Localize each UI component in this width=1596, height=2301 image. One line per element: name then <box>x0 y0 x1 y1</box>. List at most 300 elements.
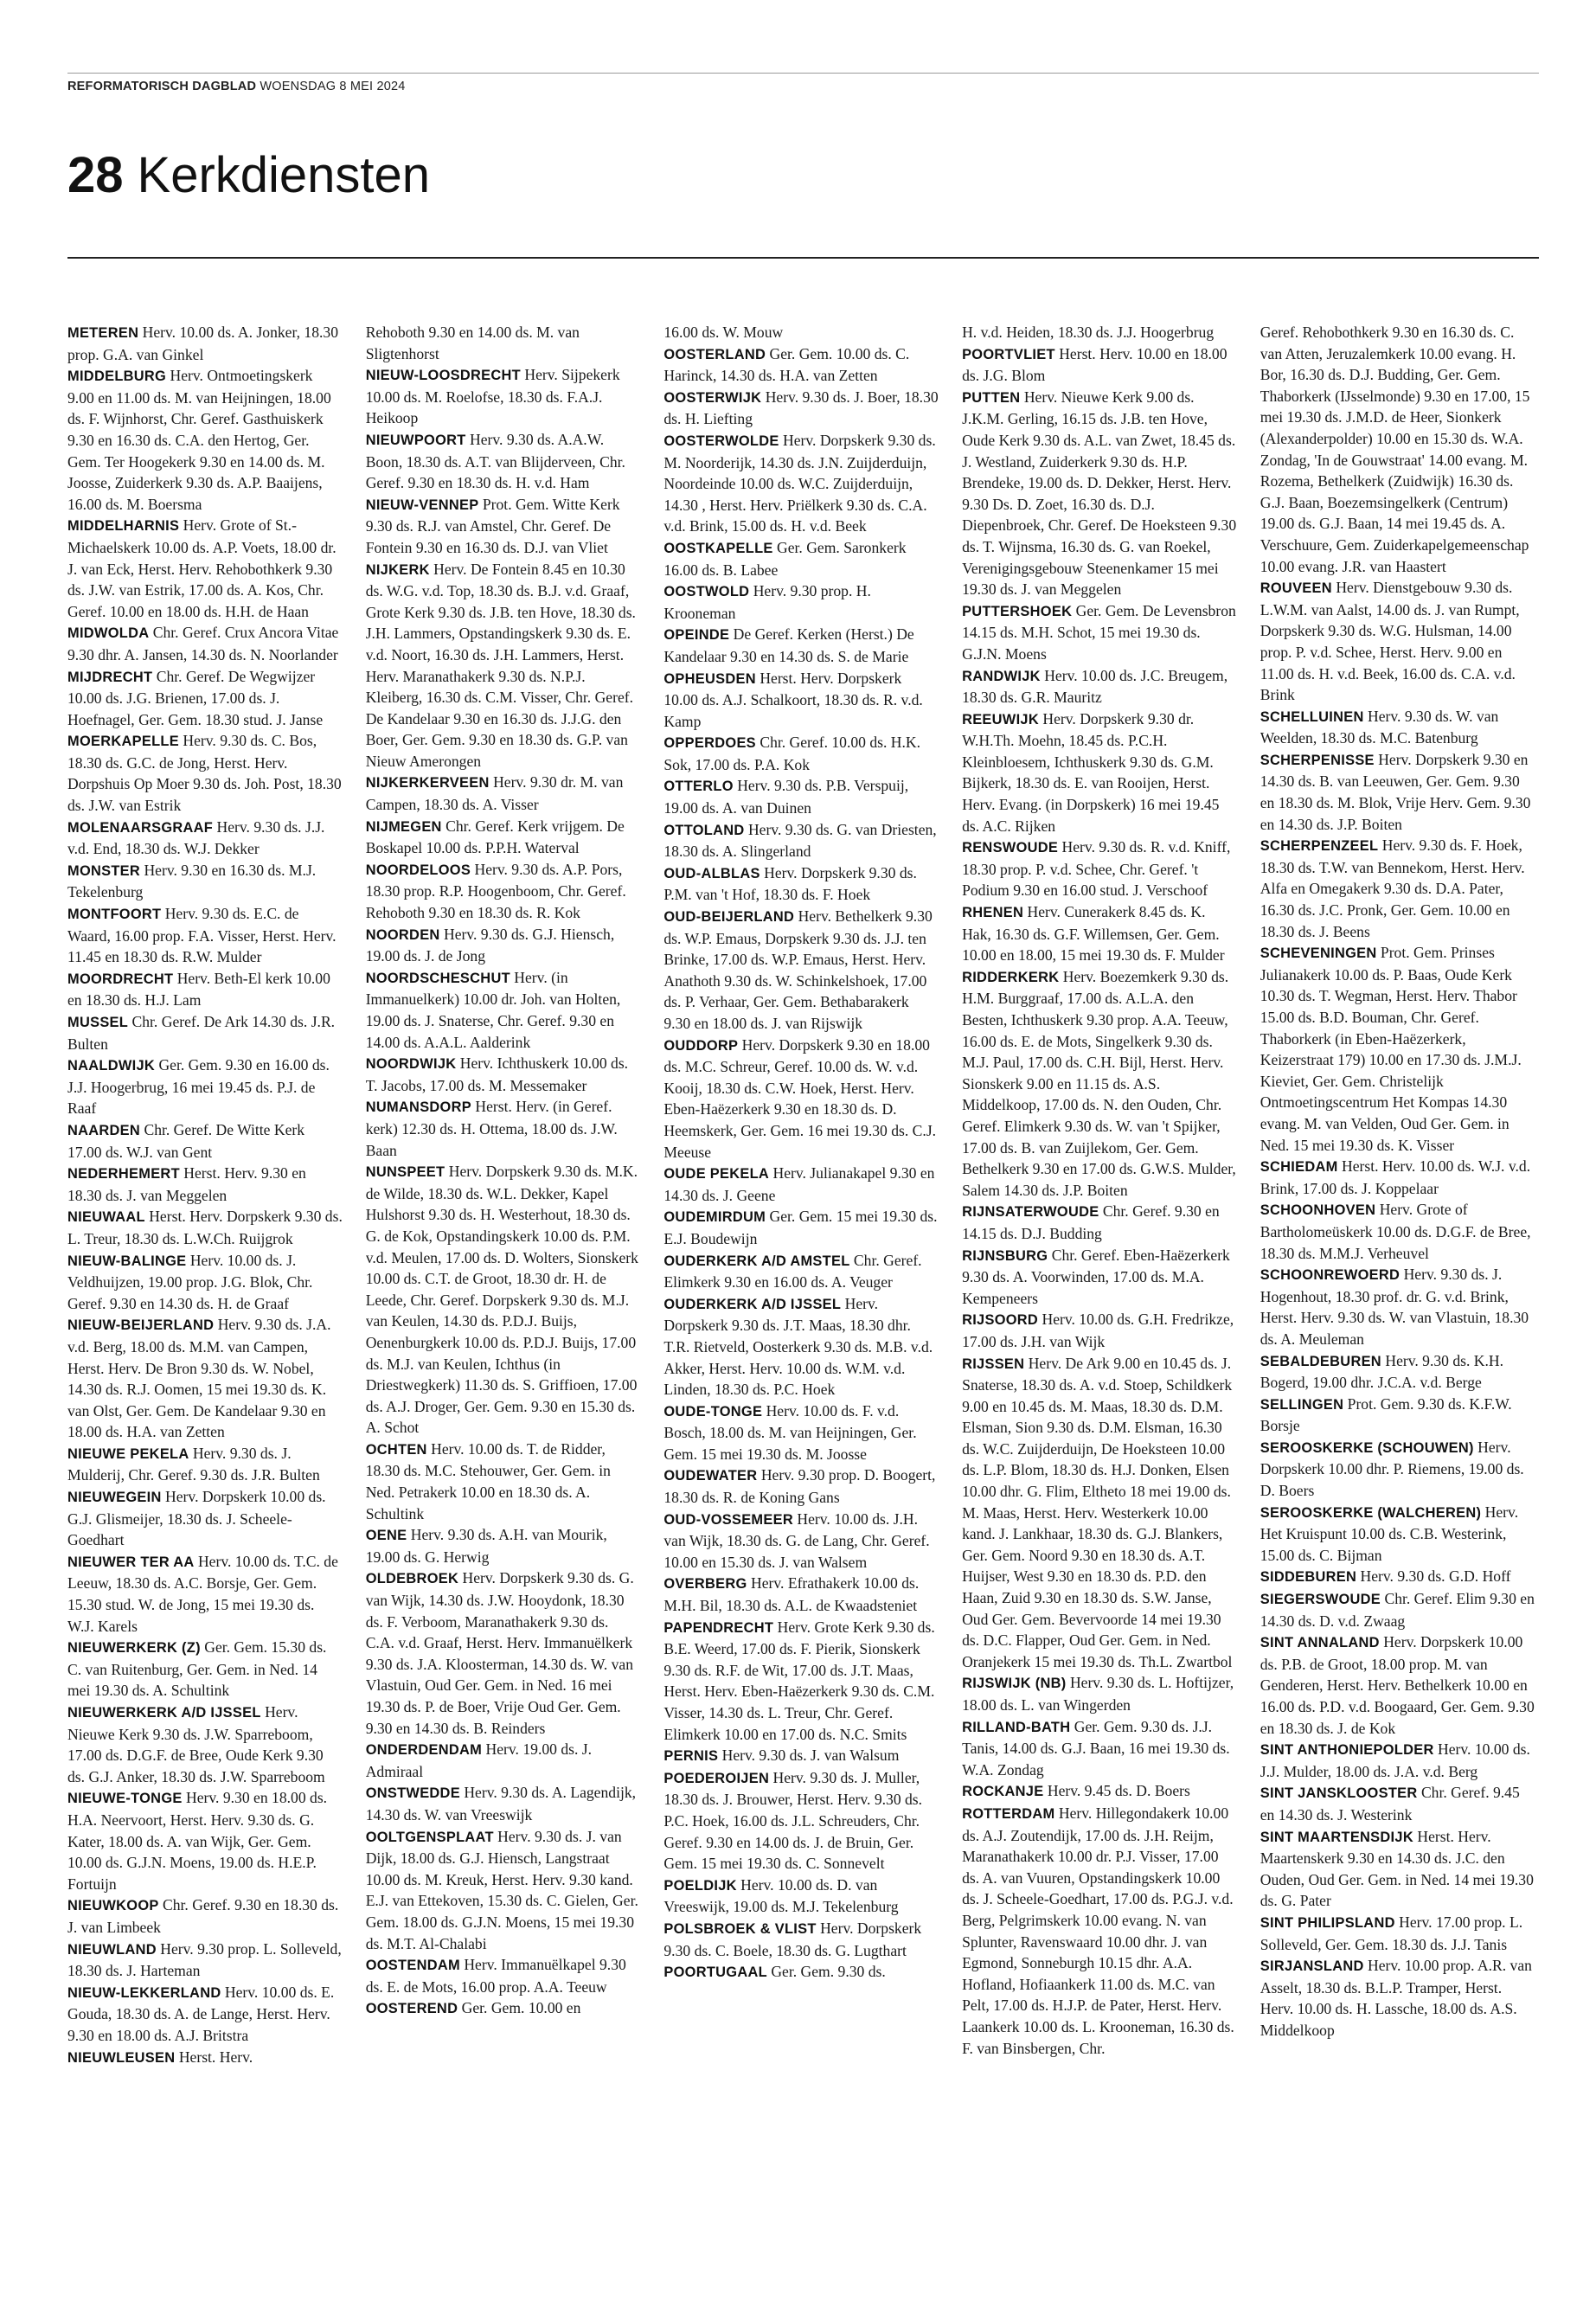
place-name: NUNSPEET <box>365 1164 445 1181</box>
service-details: Ger. Gem. 9.30 ds. <box>771 1963 886 1981</box>
place-name: NOORDEN <box>365 926 440 943</box>
service-entry <box>962 343 1237 387</box>
place-name: SINT PHILIPSLAND <box>1259 1914 1395 1931</box>
service-entry <box>366 1161 641 1439</box>
service-details: Herv. Beth-El kerk 10.00 en 18.30 ds. H.J. Lam <box>67 969 330 1009</box>
service-entry <box>663 862 939 906</box>
service-details: Herv. Dorpskerk 9.30 ds. M. Noorderijk, 14.30 ds. J.N. Zuijderduijn, Noordeinde 10.00 ds. W.C. Zuijderduijn, 14.30 , Herst. Herv. Priëlkerk 9.30 ds. C.A. v.d. Brink, 15.00 ds. H. v.d. Beek <box>663 431 936 535</box>
page-heading <box>67 145 430 206</box>
service-details: Herv. 10.00 ds. D. van Vreeswijk, 19.00 ds. M.J. Tekelenburg <box>663 1875 899 1916</box>
place-name: RIJSSEN <box>962 1356 1025 1372</box>
service-entry <box>67 1982 343 2047</box>
place-name: NIEUWERKERK A/D IJSSEL <box>67 1705 261 1721</box>
service-entry <box>663 537 939 580</box>
place-name: MOLENAARSGRAAF <box>67 819 214 836</box>
masthead-date: WOENSDAG 8 MEI 2024 <box>260 80 406 93</box>
service-entry <box>67 1011 343 1054</box>
service-entry <box>962 665 1237 708</box>
service-details: Herv. Dienstgebouw 9.30 ds. L.W.M. van Aalst, 14.00 ds. J. van Rumpt, Dorpskerk 9.30 ds. W.G. Hulsman, 14.00 prop. P. v.d. Schee, Herst. Herv. 9.00 en 11.00 ds. H. v.d. Beek, 16.00 ds. C.A. v.d. Brink <box>1259 579 1520 704</box>
place-name: POEDEROIJEN <box>663 1770 770 1786</box>
service-details: Herv. 9.30 ds. F. Hoek, 18.30 ds. T.W. van Bennekom, Herst. Herv. Alfa en Omegakerk 9.30 ds. D.A. Pater, 16.30 ds. J.C. Pronk, Ger. Gem. 10.00 en 18.30 ds. J. Beens <box>1259 836 1525 940</box>
service-details: Chr. Geref. Eben-Haëzerkerk 9.30 ds. A. Voorwinden, 17.00 ds. M.A. Kempeneers <box>962 1246 1230 1307</box>
place-name: POORTUGAAL <box>663 1965 767 1981</box>
service-details: Herv. 9.30 prop. L. Solleveld, 18.30 ds. J. Harteman <box>67 1939 342 1980</box>
place-name: POORTVLIET <box>962 346 1055 362</box>
place-name: SCHERPENISSE <box>1259 752 1375 768</box>
place-name: NIJMEGEN <box>365 818 442 835</box>
service-entry <box>67 1637 343 1702</box>
service-details: Ger. Gem. 9.30 en 16.00 ds. J.J. Hoogerbrug, 16 mei 19.45 ds. P.J. de Raaf <box>67 1056 330 1118</box>
service-entry <box>67 1551 343 1637</box>
place-name: SCHERPENZEEL <box>1259 838 1379 855</box>
place-name: POLSBROEK & VLIST <box>663 1920 817 1937</box>
service-details: Herv. Boezemkerk 9.30 ds. H.M. Burggraaf, 17.00 ds. A.L.A. den Besten, Ichthuskerk 9.30 prop. A.A. Teeuw, 16.00 ds. E. de Mots, Singelkerk 9.30 ds. M.J. Paul, 17.00 ds. C.H. Bijl, Herst. Herv. Sionskerk 9.00 en 11.15 ds. A.S. Middelkoop, 17.00 ds. N. den Ouden, Chr. Geref. Elimkerk 9.30 ds. W. van 't Spijker, 17.00 ds. B. van Zuijlekom, Ger. Gem. Bethelkerk 9.30 en 17.00 ds. G.W.S. Mulder, Salem 14.30 ds. J.P. Boiten <box>962 967 1236 1199</box>
place-name: SCHOONREWOERD <box>1259 1267 1401 1284</box>
service-entry <box>663 580 939 624</box>
place-name: NAARDEN <box>67 1122 141 1138</box>
service-details: Herv. Sijpekerk 10.00 ds. M. Roelofse, 18.30 ds. F.A.J. Heikoop <box>365 366 620 427</box>
service-details: Herv. 10.00 ds. J. Veldhuijzen, 19.00 prop. J.G. Blok, Chr. Geref. 9.30 en 14.30 ds. H. de Graaf <box>67 1251 313 1312</box>
service-details: Herv. 9.30 ds. J. Hogenhout, 18.30 prof. dr. G. v.d. Brink, Herst. Herv. 9.30 ds. W. van Vlastuin, 18.30 ds. A. Meuleman <box>1259 1266 1529 1348</box>
service-entry <box>1260 942 1535 1156</box>
place-name: NOORDSCHESCHUT <box>365 970 510 986</box>
service-entry <box>366 772 641 815</box>
service-entry <box>67 1443 343 1486</box>
service-details: Herv. 10.00 ds. J.J. Mulder, 18.00 ds. J.A. v.d. Berg <box>1259 1740 1530 1780</box>
place-name: NIEUW-LEKKERLAND <box>67 1984 221 2001</box>
place-name: SINT ANNALAND <box>1259 1635 1380 1651</box>
service-entry <box>366 1739 641 1782</box>
service-details: Herv. 9.30 ds. J.A. v.d. Berg, 18.00 ds. M.M. van Campen, Herst. Herv. De Bron 9.30 ds. W. Nobel, 14.30 ds. R.J. Oomen, 15 mei 19.30 ds. K. van Olst, Ger. Gem. De Kandelaar 9.30 en 18.00 ds. H.A. van Zetten <box>67 1316 331 1441</box>
place-name: OUDERKERK A/D AMSTEL <box>663 1253 850 1269</box>
service-details: Herv. (in Immanuelkerk) 10.00 dr. Joh. van Holten, 19.00 ds. J. Snaterse, Chr. Geref. 9.30 en 14.00 ds. A.A.L. Aalderink <box>365 968 621 1051</box>
place-name: MOERKAPELLE <box>67 734 179 750</box>
place-name: MUSSEL <box>67 1015 129 1030</box>
place-name: SINT ANTHONIEPOLDER <box>1259 1742 1434 1759</box>
service-entry <box>962 1672 1237 1715</box>
service-details: Prot. Gem. Prinses Julianakerk 10.00 ds. P. Baas, Oude Kerk 10.30 ds. T. Wegman, Herst. Herv. Thabor 15.00 ds. B.D. Bouman, Chr. Geref. Thaborkerk (in Eben-Haëzerkerk, Keizerstraat 179) 10.00 en 17.30 ds. J.M.J. Kieviet, Ger. Gem. Christelijk Ontmoetingscentrum Het Kompas 14.30 evang. M. van Velden, Oud Ger. Gem. in Ned. 15 mei 19.30 ds. K. Visser <box>1259 944 1522 1154</box>
service-entry <box>663 819 939 862</box>
service-entry <box>67 860 343 903</box>
place-name: OUDE PEKELA <box>663 1166 770 1183</box>
service-entry <box>67 1702 343 1787</box>
place-name: NIEUW-BEIJERLAND <box>67 1317 215 1334</box>
service-details: Herv. 9.30 ds. A.P. Pors, 18.30 prop. R.P. Hoogenboom, Chr. Geref. Rehoboth 9.30 en 18.30 ds. R. Kok <box>365 860 626 922</box>
service-entry <box>1260 1588 1535 1631</box>
service-entry <box>1260 577 1535 706</box>
service-entry <box>366 1053 641 1096</box>
service-entry <box>962 836 1237 901</box>
service-details: Herv. Grote of Bartholomeüskerk 10.00 ds. D.G.F. de Bree, 18.30 ds. M.M.J. Verheuvel <box>1259 1201 1531 1262</box>
service-entry <box>1260 1566 1535 1588</box>
service-entry <box>67 1314 343 1443</box>
service-details: Herv. Dorpskerk 9.30 ds. P.M. van 't Hof, 18.30 ds. F. Hoek <box>663 863 917 904</box>
place-name: OOSTERWOLDE <box>663 433 779 449</box>
place-name: SEBALDEBUREN <box>1259 1353 1381 1369</box>
service-entry <box>1260 835 1535 942</box>
service-details: Herv. 17.00 prop. L. Solleveld, Ger. Gem. 18.30 ds. J.J. Tanis <box>1259 1913 1523 1953</box>
service-entry <box>1260 706 1535 749</box>
service-details: Herst. Herv. <box>178 2048 253 2066</box>
place-name: NIJKERKERVEEN <box>365 775 490 792</box>
place-name: OTTOLAND <box>663 822 745 838</box>
service-details: Herv. Dorpskerk 9.30 ds. G. van Wijk, 14.30 ds. J.W. Hooydonk, 18.30 ds. F. Verboom, Maranathakerk 9.30 ds. C.A. v.d. Graaf, Herst. Herv. Immanuëlkerk 9.30 ds. J.A. Kloosterman, 14.30 ds. W. van Vlastuin, Oud Ger. Gem. in Ned. 16 mei 19.30 ds. P. de Boer, Vrije Oud Ger. Gem. 9.30 en 14.30 ds. B. Reinders <box>365 1569 634 1737</box>
service-entry <box>663 668 939 733</box>
continued-entry: Geref. Rehobothkerk 9.30 en 16.30 ds. C. van Atten, Jeruzalemkerk 10.00 evang. H. Bor, 16.30 ds. D.J. Budding, Ger. Gem. Thaborkerk (IJsselmonde) 9.30 en 17.00, 15 mei 19.30 ds. J.M.D. de Heer, Sionkerk (Alexanderpolder) 10.00 en 15.30 ds. W.A. Zondag, 'In de Gouwstraat' 14.00 evang. M. Rozema, Bethelkerk (Zuidwijk) 16.30 ds. G.J. Baan, Boezemsingelkerk (Centrum) 19.00 ds. G.J. Baan, 14 mei 19.45 ds. A. Verschuure, Gem. Zuiderkapelgemeenschap 10.00 evang. J.R. van Haastert <box>1259 324 1530 575</box>
service-entry <box>366 1567 641 1739</box>
place-name: OPPERDOES <box>663 735 756 752</box>
service-details: Herv. Dorpskerk 9.30 ds. M.K. de Wilde, 18.30 ds. W.L. Dekker, Kapel Hulshorst 9.30 ds. H. Westerhout, 18.30 ds. G. de Kok, Opstandingskerk 10.00 ds. P.M. v.d. Meulen, 17.00 ds. D. Wolters, Sionskerk 10.00 ds. C.T. de Groot, 18.30 dr. H. de Leede, Chr. Geref. Dorpskerk 9.30 ds. M.J. van Keulen, 14.30 ds. P.D.J. Buijs, Oenenburgkerk 10.00 ds. P.D.J. Buijs, 17.00 ds. M.J. van Keulen, Ichthus (in Driestwegkerk) 11.30 ds. S. Griffioen, 17.00 ds. A.J. Droger, Ger. Gem. 9.30 en 15.30 ds. A. Schot <box>365 1163 638 1437</box>
service-details: Herst. Herv. 10.00 ds. W.J. v.d. Brink, 17.00 ds. J. Koppelaar <box>1259 1157 1531 1197</box>
service-details: Herv. 9.30 ds. G. van Driesten, 18.30 ds. A. Slingerland <box>663 820 937 861</box>
place-name: RIJNSBURG <box>962 1247 1048 1264</box>
service-details: Herv. Dorpskerk 9.30 en 18.00 ds. M.C. Schreur, Geref. 10.00 ds. W. v.d. Kooij, 18.30 ds. C.W. Hoek, Herst. Herv. Eben-Haëzerkerk 9.30 en 18.30 ds. D. Heemskerk, Ger. Gem. 16 mei 19.30 ds. C.J. Meeuse <box>663 1035 937 1161</box>
place-name: SCHELLUINEN <box>1259 708 1364 725</box>
service-entry <box>67 1250 343 1315</box>
place-name: MONSTER <box>67 862 141 879</box>
service-details: Herv. 9.30 ds. G.D. Hoff <box>1360 1567 1511 1586</box>
service-entry <box>962 708 1237 837</box>
service-details: Herv. 10.00 ds. E. Gouda, 18.30 ds. A. de Lange, Herst. Herv. 9.30 en 18.00 ds. A.J. Britstra <box>67 1983 335 2044</box>
service-details: Herv. Ontmoetingskerk 9.00 en 11.00 ds. M. van Heijningen, 18.00 ds. F. Wijnhorst, Chr. Geref. Gasthuiskerk 9.30 en 16.30 ds. C.A. den Hertog, Ger. Gem. Ter Hoogekerk 9.30 en 14.00 ds. M. Joosse, Zuiderkerk 9.30 ds. A.P. Baaijens, 16.00 ds. M. Boersma <box>67 367 331 513</box>
service-entry <box>1260 1394 1535 1437</box>
service-details: Herv. 9.30 ds. J.J. v.d. End, 18.30 ds. W.J. Dekker <box>67 817 325 858</box>
place-name: NIEUWERKERK (Z) <box>67 1640 201 1657</box>
service-entry <box>663 343 939 387</box>
place-name: OOSTERWIJK <box>663 389 762 406</box>
service-entry <box>67 968 343 1011</box>
place-name: SELLINGEN <box>1259 1396 1344 1413</box>
service-details: Herv. 9.30 ds. A. Lagendijk, 14.30 ds. W. van Vreeswijk <box>365 1784 637 1823</box>
service-details: Chr. Geref. Crux Ancora Vitae 9.30 dhr. A. Jansen, 14.30 ds. N. Noorlander <box>67 624 339 663</box>
service-entry <box>67 1054 343 1119</box>
page-title: Kerkdiensten <box>137 147 431 203</box>
service-entry <box>1260 1912 1535 1955</box>
listing-column <box>67 322 343 2259</box>
place-name: OLDEBROEK <box>365 1571 459 1587</box>
service-entry <box>962 901 1237 966</box>
place-name: NIJKERK <box>365 561 430 578</box>
service-details: Herv. 10.00 ds. T.C. de Leeuw, 18.30 ds. A.C. Borsje, Ger. Gem. 15.30 stud. W. de Jong, 15 mei 19.30 ds. W.J. Karels <box>67 1552 338 1635</box>
service-details: Ger. Gem. 15.30 ds. C. van Ruitenburg, Ger. Gem. in Ned. 14 mei 19.30 ds. A. Schultink <box>67 1638 327 1700</box>
place-name: SINT JANSKLOOSTER <box>1259 1785 1418 1802</box>
service-details: Herv. 9.30 ds. J. Muller, 18.30 ds. J. Brouwer, Herst. Herv. 9.30 ds. P.C. Hoek, 16.00 ds. J.L. Schreuders, Chr. Geref. 9.30 en 14.00 ds. J. de Bruin, Ger. Gem. 15 mei 19.30 ds. C. Sonnevelt <box>663 1768 923 1873</box>
service-entry <box>366 364 641 429</box>
service-details: Herv. 9.30 ds. P.B. Verspuij, 19.00 ds. A. van Duinen <box>663 777 909 817</box>
place-name: NAALDWIJK <box>67 1058 156 1074</box>
service-entry <box>663 906 939 1035</box>
service-details: Herv. 10.00 ds. A. Jonker, 18.30 prop. G.A. van Ginkel <box>67 324 339 363</box>
place-name: NIEUWE PEKELA <box>67 1445 189 1462</box>
service-entry <box>1260 1782 1535 1825</box>
service-entry <box>663 1918 939 1961</box>
service-details: Herv. 10.00 ds. G.H. Fredrikze, 17.00 ds. J.H. van Wijk <box>962 1311 1234 1350</box>
place-name: NIEUWLEUSEN <box>67 2049 176 2066</box>
service-details: Herv. 9.30 ds. R. v.d. Kniff, 18.30 prop. P. v.d. Schee, Chr. Geref. 't Podium 9.30 en 16.00 stud. J. Verschoof <box>962 838 1231 900</box>
place-name: OTTERLO <box>663 779 734 795</box>
place-name: SINT MAARTENSDIJK <box>1259 1829 1413 1845</box>
place-name: SCHOONHOVEN <box>1259 1202 1376 1219</box>
service-details: Herv. Dorpskerk 9.30 dr. W.H.Th. Moehn, 18.45 ds. P.C.H. Kleinbloesem, Ichthuskerk 9.30 ds. G.M. Bijkerk, 18.30 ds. E. van Rooijen, Herst. Herv. Evang. (in Dorpskerk) 16 mei 19.45 ds. A.C. Rijken <box>962 709 1220 835</box>
place-name: ONSTWEDDE <box>365 1785 460 1802</box>
service-entry <box>366 1782 641 1825</box>
service-details: Herv. De Fontein 8.45 en 10.30 ds. W.G. v.d. Top, 18.30 ds. B.J. v.d. Graaf, Grote Kerk 9.30 ds. J.B. ten Hove, 18.30 ds. J.H. Lammers, Opstandingskerk 9.30 ds. E. v.d. Noort, 16.30 ds. J.H. Lammers, Herst. Herv. Maranathakerk 9.30 ds. N.P.J. Kleiberg, 16.30 ds. C.M. Visser, Chr. Geref. De Kandelaar 9.30 en 16.30 ds. J.J.G. den Boer, Ger. Gem. 9.30 en 18.30 ds. G.P. van Nieuw Amerongen <box>365 560 636 770</box>
service-details: Herv. 9.30 en 18.00 ds. H.A. Neervoort, Herst. Herv. 9.30 ds. G. Kater, 18.00 ds. A. van Wijk, Ger. Gem. 10.00 ds. G.J.N. Moens, 19.00 ds. H.E.P. Fortuijn <box>67 1789 328 1893</box>
place-name: SEROOSKERKE (SCHOUWEN) <box>1259 1439 1474 1456</box>
place-name: SIDDEBUREN <box>1259 1569 1357 1586</box>
service-details: Chr. Geref. De Witte Kerk 17.00 ds. W.J. van Gent <box>67 1120 305 1161</box>
service-details: Herv. 9.30 ds. C. Bos, 18.30 ds. G.C. de Jong, Herst. Herv. Dorpshuis Op Moer 9.30 ds. Joh. Post, 18.30 ds. J.W. van Estrik <box>67 732 342 815</box>
place-name: PUTTERSHOEK <box>962 603 1073 619</box>
place-name: ONDERDENDAM <box>365 1742 483 1759</box>
place-name: OUDDORP <box>663 1037 739 1054</box>
service-entry <box>663 775 939 818</box>
service-details: Herv. 19.00 ds. J. Admiraal <box>365 1740 593 1780</box>
service-entry <box>67 365 343 515</box>
service-entry <box>962 600 1237 665</box>
service-entry <box>1260 1502 1535 1567</box>
service-entry <box>1260 749 1535 835</box>
place-name: ROTTERDAM <box>962 1805 1055 1822</box>
service-details: Herv. 9.30 ds. K.H. Bogerd, 19.00 dhr. J.C.A. v.d. Berge <box>1259 1351 1504 1392</box>
place-name: RANDWIJK <box>962 668 1041 684</box>
service-entry <box>67 622 343 665</box>
service-details: Herv. Julianakapel 9.30 en 14.30 ds. J. Geene <box>663 1164 935 1204</box>
place-name: ROCKANJE <box>962 1784 1044 1800</box>
service-entry <box>663 387 939 430</box>
service-entry <box>67 1787 343 1894</box>
service-entry <box>366 967 641 1053</box>
place-name: PERNIS <box>663 1748 719 1765</box>
service-entry <box>67 1486 343 1551</box>
service-entry <box>663 1617 939 1746</box>
listing-column <box>366 322 641 2259</box>
service-entry <box>1260 1955 1535 2041</box>
place-name: OOSTERLAND <box>663 346 766 362</box>
place-name: PUTTEN <box>962 389 1021 406</box>
place-name: SEROOSKERKE (WALCHEREN) <box>1259 1504 1482 1521</box>
place-name: NIEUWE-TONGE <box>67 1791 183 1807</box>
place-name: POELDIJK <box>663 1877 737 1894</box>
service-entry <box>366 1439 641 1524</box>
service-details: Herst. Herv. Dorpskerk 9.30 ds. L. Treur, 18.30 ds. L.W.Ch. Ruijgrok <box>67 1208 343 1247</box>
service-details: Herv. 9.30 ds. L. Hoftijzer, 18.00 ds. L. van Wingerden <box>962 1674 1234 1714</box>
service-entry <box>663 1206 939 1249</box>
service-entry <box>663 1573 939 1616</box>
place-name: OUDERKERK A/D IJSSEL <box>663 1296 842 1312</box>
service-entry <box>663 1163 939 1206</box>
listing-column <box>962 322 1237 2259</box>
service-details: Herv. 9.30 en 16.30 ds. M.J. Tekelenburg <box>67 861 317 901</box>
place-name: RIDDERKERK <box>962 969 1060 985</box>
service-details: Herv. Cunerakerk 8.45 ds. K. Hak, 16.30 ds. G.F. Willemsen, Ger. Gem. 10.00 en 18.00, 15 mei 19.30 ds. F. Mulder <box>962 903 1225 965</box>
service-details: Herv. Grote Kerk 9.30 ds. B.E. Weerd, 17.00 ds. F. Pierik, Sionskerk 9.30 ds. R.F. de Wit, 17.00 ds. J.T. Maas, Herst. Herv. Eben-Haëzerkerk 9.30 ds. C.M. Visser, 14.30 ds. L. Treur, Chr. Geref. Elimkerk 10.00 en 17.00 ds. N.C. Smits <box>663 1618 935 1743</box>
service-details: Herv. 9.30 dr. M. van Campen, 18.30 ds. A. Visser <box>365 773 624 814</box>
service-entry <box>366 429 641 494</box>
service-details: Chr. Geref. 9.30 en 18.30 ds. J. van Limbeek <box>67 1896 339 1936</box>
service-details: Herv. Nieuwe Kerk 9.00 ds. J.K.M. Gerling, 16.15 ds. J.B. ten Hove, Oude Kerk 9.30 ds. A.L. van Zwet, 18.45 ds. J. Westland, Zuiderkerk 9.30 ds. H.P. Brendeke, 19.00 ds. D. Dekker, Herst. Herv. 9.30 Ds. D. Zoet, 16.30 ds. D.J. Diepenbroek, Chr. Geref. De Hoeksteen 9.30 ds. T. Wijnsma, 16.30 ds. G. van Roekel, Verenigingsgebouw Steenenkamer 15 mei 19.30 ds. J. van Meggelen <box>962 388 1237 599</box>
service-details: Herv. 9.30 ds. J. Mulderij, Chr. Geref. 9.30 ds. J.R. Bulten <box>67 1444 320 1484</box>
place-name: NEDERHEMERT <box>67 1166 180 1183</box>
place-name: METEREN <box>67 325 139 341</box>
service-entry <box>67 817 343 860</box>
service-details: Herv. Efrathakerk 10.00 ds. M.H. Bil, 18.30 ds. A.L. de Kwaadsteniet <box>663 1574 920 1615</box>
service-details: De Geref. Kerken (Herst.) De Kandelaar 9.30 en 14.30 ds. S. de Marie <box>663 625 914 665</box>
service-entry <box>962 387 1237 600</box>
service-entry <box>663 624 939 667</box>
service-entry <box>366 816 641 859</box>
service-details: Ger. Gem. 9.30 ds. J.J. Tanis, 14.00 ds. G.J. Baan, 16 mei 19.30 ds. W.A. Zondag <box>962 1717 1230 1779</box>
service-details: Herv. Het Kruispunt 10.00 ds. C.B. Westerink, 15.00 ds. C. Bijman <box>1259 1503 1519 1564</box>
service-entry <box>366 494 641 559</box>
service-details: Herst. Herv. Dorpskerk 10.00 ds. A.J. Schalkoort, 18.30 ds. R. v.d. Kamp <box>663 669 923 730</box>
place-name: NOORDWIJK <box>365 1056 457 1073</box>
place-name: REEUWIJK <box>962 711 1039 727</box>
service-details: Herv. De Ark 9.00 en 10.45 ds. J. Snaterse, 18.30 ds. A. v.d. Stoep, Schildkerk 9.00 en 10.45 ds. M. Maas, 18.30 ds. D.M. Elsman, Sion 9.30 ds. D.M. Elsman, 16.30 ds. W.C. Zuijderduijn, De Hoeksteen 10.00 ds. L.P. Blom, 18.30 ds. H.J. Donken, Elsen 10.00 dhr. G. Flim, Eltheto 18 mei 19.00 ds. M. Maas, Herst. Herv. Westerkerk 10.00 kand. J. Lankhaar, 18.30 ds. G.J. Blankers, Ger. Gem. Noord 9.30 en 18.30 ds. A.T. Huijser, West 9.30 en 18.30 ds. P.D. den Haan, Zuid 9.30 en 18.30 ds. S.W. Janse, Oud Ger. Gem. Bevervoorde 14 mei 19.30 ds. D.C. Flapper, Oud Ger. Gem. in Ned. Oranjekerk 15 mei 19.30 ds. Th.L. Zwartbol <box>962 1354 1233 1670</box>
service-entry <box>663 1745 939 1767</box>
place-name: RENSWOUDE <box>962 840 1059 856</box>
service-details: Chr. Geref. 9.45 en 14.30 ds. J. Westerink <box>1259 1784 1520 1823</box>
service-details: Herv. 9.30 ds. J. van Walsum <box>721 1747 900 1765</box>
service-entry <box>663 430 939 537</box>
service-details: Herv. 9.30 prop. H. Krooneman <box>663 582 871 622</box>
service-entry <box>962 1716 1237 1781</box>
service-details: Herv. Dorpskerk 9.30 ds. C. Boele, 18.30 ds. G. Lugthart <box>663 1919 922 1959</box>
service-entry <box>663 1250 939 1293</box>
service-details: Herv. 10.00 ds. J.C. Breugem, 18.30 ds. G.R. Mauritz <box>962 666 1228 707</box>
place-name: OOLTGENSPLAAT <box>365 1829 494 1845</box>
continued-entry: Rehoboth 9.30 en 14.00 ds. M. van Sligtenhorst <box>365 324 580 362</box>
place-name: NIEUWLAND <box>67 1941 157 1958</box>
place-name: OOSTEREND <box>365 2001 458 2017</box>
service-details: Herst. Herv. 10.00 en 18.00 ds. J.G. Blom <box>962 344 1227 385</box>
service-entry <box>67 2047 343 2069</box>
service-entry <box>67 1206 343 1249</box>
service-entry <box>366 1096 641 1161</box>
service-entry <box>67 1119 343 1163</box>
service-details: Chr. Geref. 10.00 ds. H.K. Sok, 17.00 ds. P.A. Kok <box>663 734 921 773</box>
masthead <box>67 80 1538 93</box>
place-name: OUD-VOSSEMEER <box>663 1511 793 1528</box>
masthead-paper-name: REFORMATORISCH DAGBLAD <box>67 80 257 93</box>
service-details: Herv. Dorpskerk 9.30 ds. J.T. Maas, 18.30 dhr. T.R. Rietveld, Oosterkerk 9.30 ds. M.B. v.d. Akker, Herst. Herv. 10.00 ds. W.M. v.d. Linden, 18.30 ds. P.C. Hoek <box>663 1294 933 1399</box>
service-details: Prot. Gem. 9.30 ds. K.F.W. Borsje <box>1259 1394 1512 1435</box>
service-entry <box>1260 1199 1535 1264</box>
service-details: Herv. Immanuëlkapel 9.30 ds. E. de Mots, 16.00 prop. A.A. Teeuw <box>365 1956 626 1996</box>
service-details: Herv. Hillegondakerk 10.00 ds. A.J. Zoutendijk, 17.00 ds. J.H. Reijm, Maranathakerk 10.00 dr. P.J. Visser, 17.00 ds. A. van Vuuren, Opstandingskerk 10.00 ds. J. Scheele-Goedhart, 17.00 ds. P.G.J. v.d. Berg, Pelgrimskerk 10.00 evang. N. van Splunter, Ravenswaard 10.00 dhr. J. van Egmond, Sonneburgh 10.15 dhr. A.A. Hofland, Hofiaankerk 11.00 ds. M.C. van Pelt, 17.00 ds. H.J.P. de Pater, Herst. Herv. Laankerk 10.00 ds. L. Krooneman, 16.30 ds. F. van Binsbergen, Chr. <box>962 1804 1234 2057</box>
place-name: MIDWOLDA <box>67 625 150 642</box>
service-details: Herv. 10.00 ds. J.H. van Wijk, 18.30 ds. G. de Lang, Chr. Geref. 10.00 en 15.30 ds. J. van Walsem <box>663 1509 930 1571</box>
service-entry <box>1260 1437 1535 1502</box>
place-name: MIJDRECHT <box>67 669 153 685</box>
service-entry <box>1260 1264 1535 1349</box>
service-details: Herv. Nieuwe Kerk 9.30 ds. J.W. Sparreboom, 17.00 ds. D.G.F. de Bree, Oude Kerk 9.30 ds. G.J. Anker, 18.30 ds. J.W. Sparreboom <box>67 1703 325 1785</box>
service-details: Herv. 9.30 ds. J. Boer, 18.30 ds. H. Liefting <box>663 388 939 428</box>
place-name: OUDE-TONGE <box>663 1403 763 1420</box>
service-entry <box>663 1961 939 1984</box>
service-details: Herv. Grote of St.-Michaelskerk 10.00 ds. A.P. Voets, 18.00 dr. J. van Eck, Herst. Herv. Rehobothkerk 9.30 ds. J.W. van Estrik, 17.00 ds. A. Kos, Chr. Geref. 10.00 en 18.00 ds. H.H. de Haan <box>67 516 337 620</box>
service-entry <box>67 666 343 731</box>
place-name: MOORDRECHT <box>67 971 174 987</box>
service-details: Herv. Dorpskerk 10.00 ds. G.J. Glismeijer, 18.30 ds. J. Scheele-Goedhart <box>67 1488 326 1549</box>
place-name: OENE <box>365 1528 407 1544</box>
service-entry <box>1260 1350 1535 1394</box>
service-entry <box>1260 1739 1535 1782</box>
service-entry <box>962 1309 1237 1352</box>
service-entry <box>366 1826 641 1955</box>
place-name: RIJSWIJK (NB) <box>962 1676 1067 1692</box>
service-entry <box>67 515 343 622</box>
service-entry <box>366 859 641 924</box>
place-name: SCHEVENINGEN <box>1259 945 1377 962</box>
place-name: NIEUW-BALINGE <box>67 1253 187 1269</box>
service-entry <box>67 322 343 365</box>
place-name: MIDDELBURG <box>67 369 167 385</box>
service-entry <box>663 1035 939 1163</box>
service-details: Herst. Herv. (in Geref. kerk) 12.30 ds. H. Ottema, 18.00 ds. J.W. Baan <box>365 1098 618 1159</box>
service-entry <box>1260 1156 1535 1199</box>
place-name: OUD-BEIJERLAND <box>663 909 795 926</box>
service-entry <box>67 1894 343 1938</box>
service-entry <box>962 1201 1237 1244</box>
service-details: Herv. 10.00 ds. T. de Ridder, 18.30 ds. M.C. Stehouwer, Ger. Gem. in Ned. Petrakerk 10.00 en 18.30 ds. A. Schultink <box>365 1439 611 1522</box>
service-details: Herv. Dorpskerk 9.30 en 14.30 ds. B. van Leeuwen, Ger. Gem. 9.30 en 18.30 ds. M. Blok, Vrije Herv. Gem. 9.30 en 14.30 ds. J.P. Boiten <box>1259 750 1531 833</box>
service-details: Herv. 9.30 ds. G.J. Hiensch, 19.00 ds. J. de Jong <box>365 925 615 965</box>
service-entry <box>366 1997 641 2020</box>
place-name: NIEUWEGEIN <box>67 1490 162 1506</box>
place-name: OUDEMIRDUM <box>663 1209 766 1226</box>
service-details: Herv. 9.30 ds. E.C. de Waard, 16.00 prop. F.A. Visser, Herst. Herv. 11.45 en 18.30 ds. R.W. Mulder <box>67 905 337 966</box>
service-entry <box>67 903 343 968</box>
place-name: OPEINDE <box>663 627 730 644</box>
place-name: NIEUWER TER AA <box>67 1554 195 1570</box>
place-name: NUMANSDORP <box>365 1099 471 1116</box>
service-details: Ger. Gem. 10.00 en <box>461 1999 581 2017</box>
place-name: NIEUW-LOOSDRECHT <box>365 368 521 384</box>
place-name: NIEUWPOORT <box>365 432 466 448</box>
service-details: Chr. Geref. Elim 9.30 en 14.30 ds. D. v.d. Zwaag <box>1259 1590 1535 1630</box>
service-details: Herv. 9.30 ds. A.A.W. Boon, 18.30 ds. A.T. van Blijderveen, Chr. Geref. 9.30 en 18.30 ds. H. v.d. Ham <box>365 430 625 492</box>
place-name: OCHTEN <box>365 1441 427 1458</box>
service-details: Ger. Gem. De Levensbron 14.15 ds. M.H. Schot, 15 mei 19.30 ds. G.J.N. Moens <box>962 601 1236 663</box>
listing-column <box>663 322 939 2259</box>
place-name: ROUVEEN <box>1259 580 1332 597</box>
place-name: SCHIEDAM <box>1259 1159 1338 1176</box>
service-entry <box>962 1780 1237 1803</box>
service-entry <box>663 1400 939 1465</box>
service-details: Ger. Gem. 10.00 ds. C. Harinck, 14.30 ds. H.A. van Zetten <box>663 344 910 385</box>
service-entry <box>663 1767 939 1875</box>
service-entry <box>366 559 641 772</box>
place-name: RIJNSATERWOUDE <box>962 1204 1099 1221</box>
service-details: Ger. Gem. Saronkerk 16.00 ds. B. Labee <box>663 538 907 579</box>
service-entry <box>962 1245 1237 1310</box>
place-name: RIJSOORD <box>962 1312 1039 1329</box>
place-name: PAPENDRECHT <box>663 1619 774 1636</box>
place-name: SIRJANSLAND <box>1259 1958 1364 1975</box>
page-number: 28 <box>67 147 124 203</box>
service-entry <box>1260 1826 1535 1912</box>
service-entry <box>962 1353 1237 1673</box>
service-entry <box>366 1954 641 1997</box>
place-name: NIEUWKOOP <box>67 1898 159 1914</box>
continued-entry: 16.00 ds. W. Mouw <box>663 324 784 341</box>
service-entry <box>67 1939 343 1982</box>
service-entry <box>1260 1631 1535 1739</box>
service-details: Chr. Geref. Kerk vrijgem. De Boskapel 10.00 ds. P.P.H. Waterval <box>365 817 625 857</box>
place-name: OPHEUSDEN <box>663 670 756 687</box>
service-details: Herv. Dorpskerk 10.00 dhr. P. Riemens, 19.00 ds. D. Boers <box>1259 1438 1524 1500</box>
